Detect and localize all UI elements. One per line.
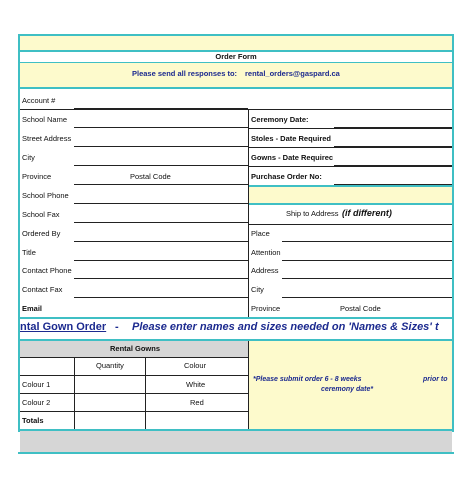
note-line-1-end: prior to	[423, 376, 448, 383]
school-name-label: School Name	[22, 115, 68, 124]
street-address-label: Street Address	[22, 134, 72, 143]
header-band-top	[20, 36, 452, 50]
ship-address-input[interactable]	[282, 268, 452, 279]
school-name-input[interactable]	[74, 117, 248, 128]
ceremony-date-label: Ceremony Date:	[251, 115, 309, 124]
stoles-date-input[interactable]	[334, 136, 452, 147]
row-divider	[20, 357, 249, 358]
ship-attention-input[interactable]	[282, 250, 452, 261]
teal-border-left	[18, 34, 20, 432]
ceremony-date-input[interactable]	[334, 117, 452, 128]
ship-place-label: Place	[251, 229, 270, 238]
email-prompt: Please send all responses to:	[132, 69, 238, 78]
banner-dash: -	[115, 321, 119, 333]
city-input[interactable]	[74, 155, 248, 166]
contact-fax-input[interactable]	[74, 287, 248, 298]
ship-city-input[interactable]	[282, 287, 452, 298]
ship-to-label: Ship to Address	[286, 209, 339, 218]
ship-attention-label: Attention	[251, 248, 281, 257]
account-label: Account #	[22, 96, 56, 105]
column-divider	[248, 109, 249, 318]
title-input[interactable]	[74, 250, 248, 261]
colour-value: Red	[190, 398, 204, 407]
instructions-banner	[20, 319, 452, 339]
row-divider	[20, 109, 452, 110]
school-phone-input[interactable]	[74, 193, 248, 204]
school-fax-input[interactable]	[74, 212, 248, 223]
totals-label: Totals	[22, 416, 44, 425]
province-label: Province	[22, 172, 52, 181]
banner-message: Please enter names and sizes needed on 'Names & Sizes' t	[132, 321, 439, 333]
ship-address-label: Address	[251, 266, 279, 275]
city-label: City	[22, 153, 35, 162]
school-fax-label: School Fax	[22, 210, 60, 219]
row-label: Colour 1	[22, 380, 51, 389]
row-label: Colour 2	[22, 398, 51, 407]
contact-fax-label: Contact Fax	[22, 285, 63, 294]
total-quantity-input[interactable]	[75, 412, 145, 429]
row-divider	[249, 166, 452, 167]
contact-phone-label: Contact Phone	[22, 266, 72, 275]
footer-band	[20, 431, 452, 452]
table-title: Rental Gowns	[110, 344, 161, 353]
school-phone-label: School Phone	[22, 191, 69, 200]
ship-city-label: City	[251, 285, 264, 294]
ship-postal-code-label: Postal Code	[340, 304, 381, 313]
note-line-2: ceremony date*	[321, 386, 374, 393]
ordered-by-label: Ordered By	[22, 229, 61, 238]
teal-border-bottom	[18, 452, 454, 454]
quantity-input[interactable]	[75, 376, 145, 393]
quantity-input[interactable]	[75, 394, 145, 411]
title-label: Title	[22, 248, 36, 257]
email-address-link[interactable]: rental_orders@gaspard.ca	[245, 69, 340, 78]
quantity-header: Quantity	[96, 361, 124, 370]
ship-province-label: Province	[251, 304, 281, 313]
colour-value: White	[186, 380, 206, 389]
email-input[interactable]	[74, 306, 248, 316]
row-divider	[249, 224, 452, 225]
contact-phone-input[interactable]	[74, 268, 248, 279]
colour-header: Colour	[184, 361, 207, 370]
ship-province-input[interactable]	[282, 306, 452, 316]
postal-code-label: Postal Code	[130, 172, 171, 181]
gowns-date-input[interactable]	[334, 155, 452, 166]
province-input[interactable]	[74, 174, 248, 185]
ship-place-input[interactable]	[282, 231, 452, 242]
ordered-by-input[interactable]	[74, 231, 248, 242]
form-title: Order Form	[215, 52, 257, 61]
email-label: Email	[22, 304, 43, 313]
note-line-1: *Please submit order 6 - 8 weeks	[253, 376, 362, 383]
column-divider	[145, 357, 146, 430]
gown-order-link[interactable]: ntal Gown Order	[20, 321, 107, 333]
ship-to-note: (if different)	[342, 208, 392, 218]
row-divider	[249, 128, 452, 129]
column-divider	[74, 357, 75, 430]
gowns-date-label: Gowns - Date Requirec	[251, 153, 334, 162]
teal-border-right	[452, 34, 454, 432]
teal-border	[18, 87, 454, 89]
teal-border	[249, 203, 454, 205]
purchase-order-label: Purchase Order No:	[251, 172, 322, 181]
purchase-order-input[interactable]	[334, 174, 452, 185]
stoles-date-label: Stoles - Date Required	[251, 134, 332, 143]
account-input[interactable]	[74, 98, 248, 109]
row-divider	[249, 147, 452, 148]
street-address-input[interactable]	[74, 136, 248, 147]
ship-to-spacer	[249, 187, 452, 203]
